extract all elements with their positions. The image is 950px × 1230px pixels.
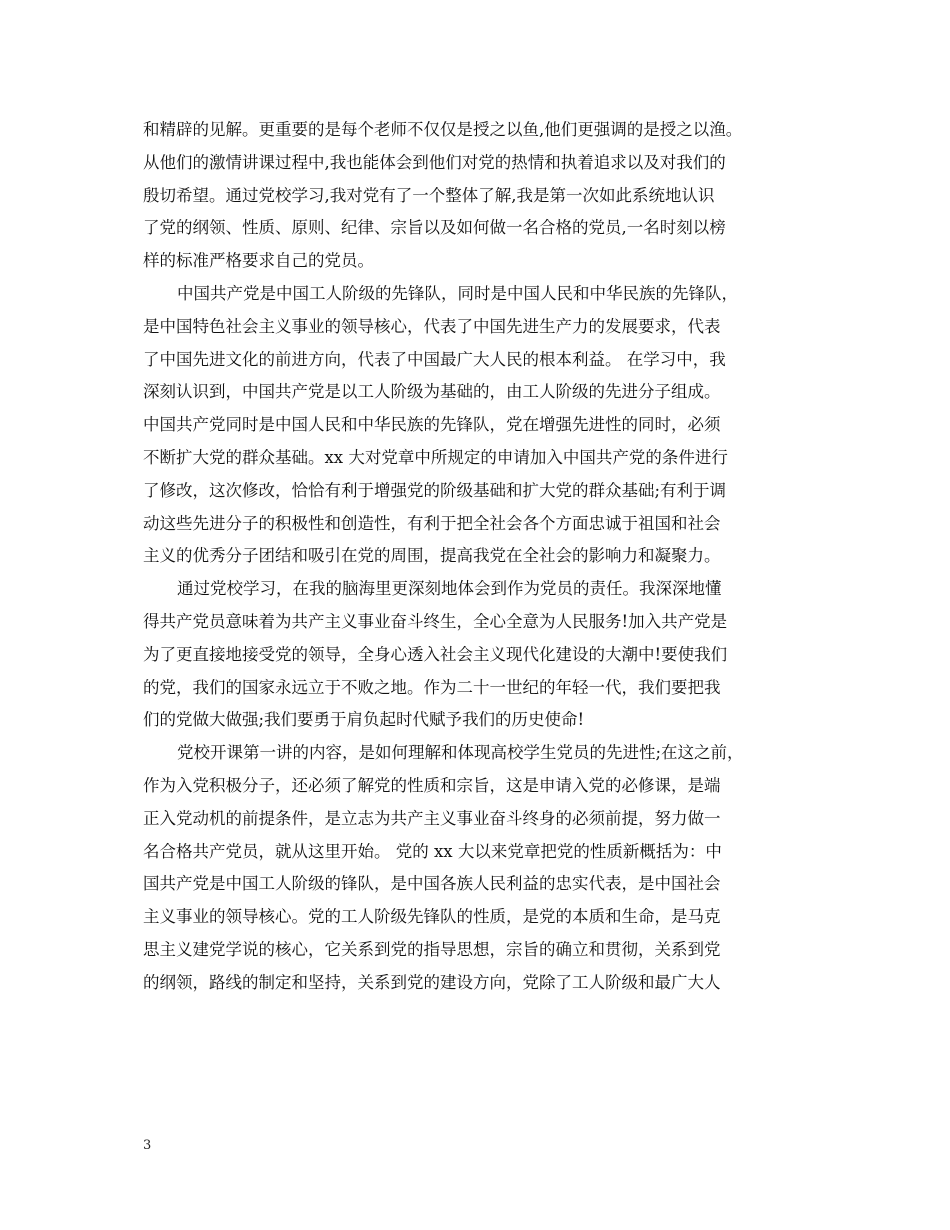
text-line: 是中国特色社会主义事业的领导核心，代表了中国先进生产力的发展要求，代表 (143, 316, 721, 336)
text-line: 了中国先进文化的前进方向，代表了中国最广大人民的根本利益。 在学习中，我 (143, 349, 726, 369)
text-line: 中国共产党同时是中国人民和中华民族的先锋队，党在增强先进性的同时，必须 (143, 415, 721, 435)
paragraph-first-line: 通过党校学习，在我的脑海里更深刻地体会到作为党员的责任。我深深地懂 (177, 579, 722, 599)
text-line: 样的标准严格要求自己的党员。 (143, 251, 374, 271)
text-line: 名合格共产党员，就从这里开始。 党的 xx 大以来党章把党的性质新概括为：中 (143, 841, 722, 861)
text-line: 深刻认识到，中国共产党是以工人阶级为基础的，由工人阶级的先进分子组成。 (143, 382, 721, 402)
page-number: 3 (143, 1138, 152, 1153)
text-line: 思主义建党学说的核心，它关系到党的指导思想，宗旨的确立和贯彻，关系到党 (143, 939, 721, 959)
text-line: 们的党做大做强;我们要勇于肩负起时代赋予我们的历史使命! (143, 710, 585, 730)
text-line: 正入党动机的前提条件，是立志为共产主义事业奋斗终身的必须前提，努力做一 (143, 808, 721, 828)
text-line: 得共产党员意味着为共产主义事业奋斗终生，全心全意为人民服务!加入共产党是 (143, 611, 728, 631)
text-line: 的党，我们的国家永远立于不败之地。作为二十一世纪的年轻一代，我们要把我 (143, 677, 721, 697)
text-line: 不断扩大党的群众基础。xx 大对党章中所规定的申请加入中国共产党的条件进行 (143, 447, 728, 467)
paragraph-first-line: 党校开课第一讲的内容，是如何理解和体现高校学生党员的先进性;在这之前， (177, 743, 744, 763)
text-line: 动这些先进分子的积极性和创造性，有利于把全社会各个方面忠诚于祖国和社会 (143, 513, 721, 533)
paragraph-first-line: 中国共产党是中国工人阶级的先锋队，同时是中国人民和中华民族的先锋队， (177, 283, 738, 303)
text-line: 了党的纲领、性质、原则、纪律、宗旨以及如何做一名合格的党员,一名时刻以榜 (143, 218, 726, 238)
text-line: 国共产党是中国工人阶级的锋队，是中国各族人民利益的忠实代表，是中国社会 (143, 874, 721, 894)
text-line: 主义的优秀分子团结和吸引在党的周围，提高我党在全社会的影响力和凝聚力。 (143, 546, 721, 566)
text-line: 作为入党积极分子，还必须了解党的性质和宗旨，这是申请入党的必修课，是端 (143, 775, 721, 795)
text-line: 的纲领，路线的制定和坚持，关系到党的建设方向，党除了工人阶级和最广大人 (143, 972, 721, 992)
text-line: 从他们的激情讲课过程中,我也能体会到他们对党的热情和执着追求以及对我们的 (143, 152, 726, 172)
body-text (143, 114, 808, 1000)
text-line: 了修改，这次修改，恰恰有利于增强党的阶级基础和扩大党的群众基础;有利于调 (143, 480, 727, 500)
text-line: 为了更直接地接受党的领导，全身心透入社会主义现代化建设的大潮中!要使我们 (143, 644, 728, 664)
text-line: 主义事业的领导核心。党的工人阶级先锋队的性质，是党的本质和生命，是马克 (143, 907, 721, 927)
text-line: 殷切希望。通过党校学习,我对党有了一个整体了解,我是第一次如此系统地认识 (143, 185, 715, 205)
text-line: 和精辟的见解。更重要的是每个老师不仅仅是授之以鱼,他们更强调的是授之以渔。 (143, 120, 743, 139)
